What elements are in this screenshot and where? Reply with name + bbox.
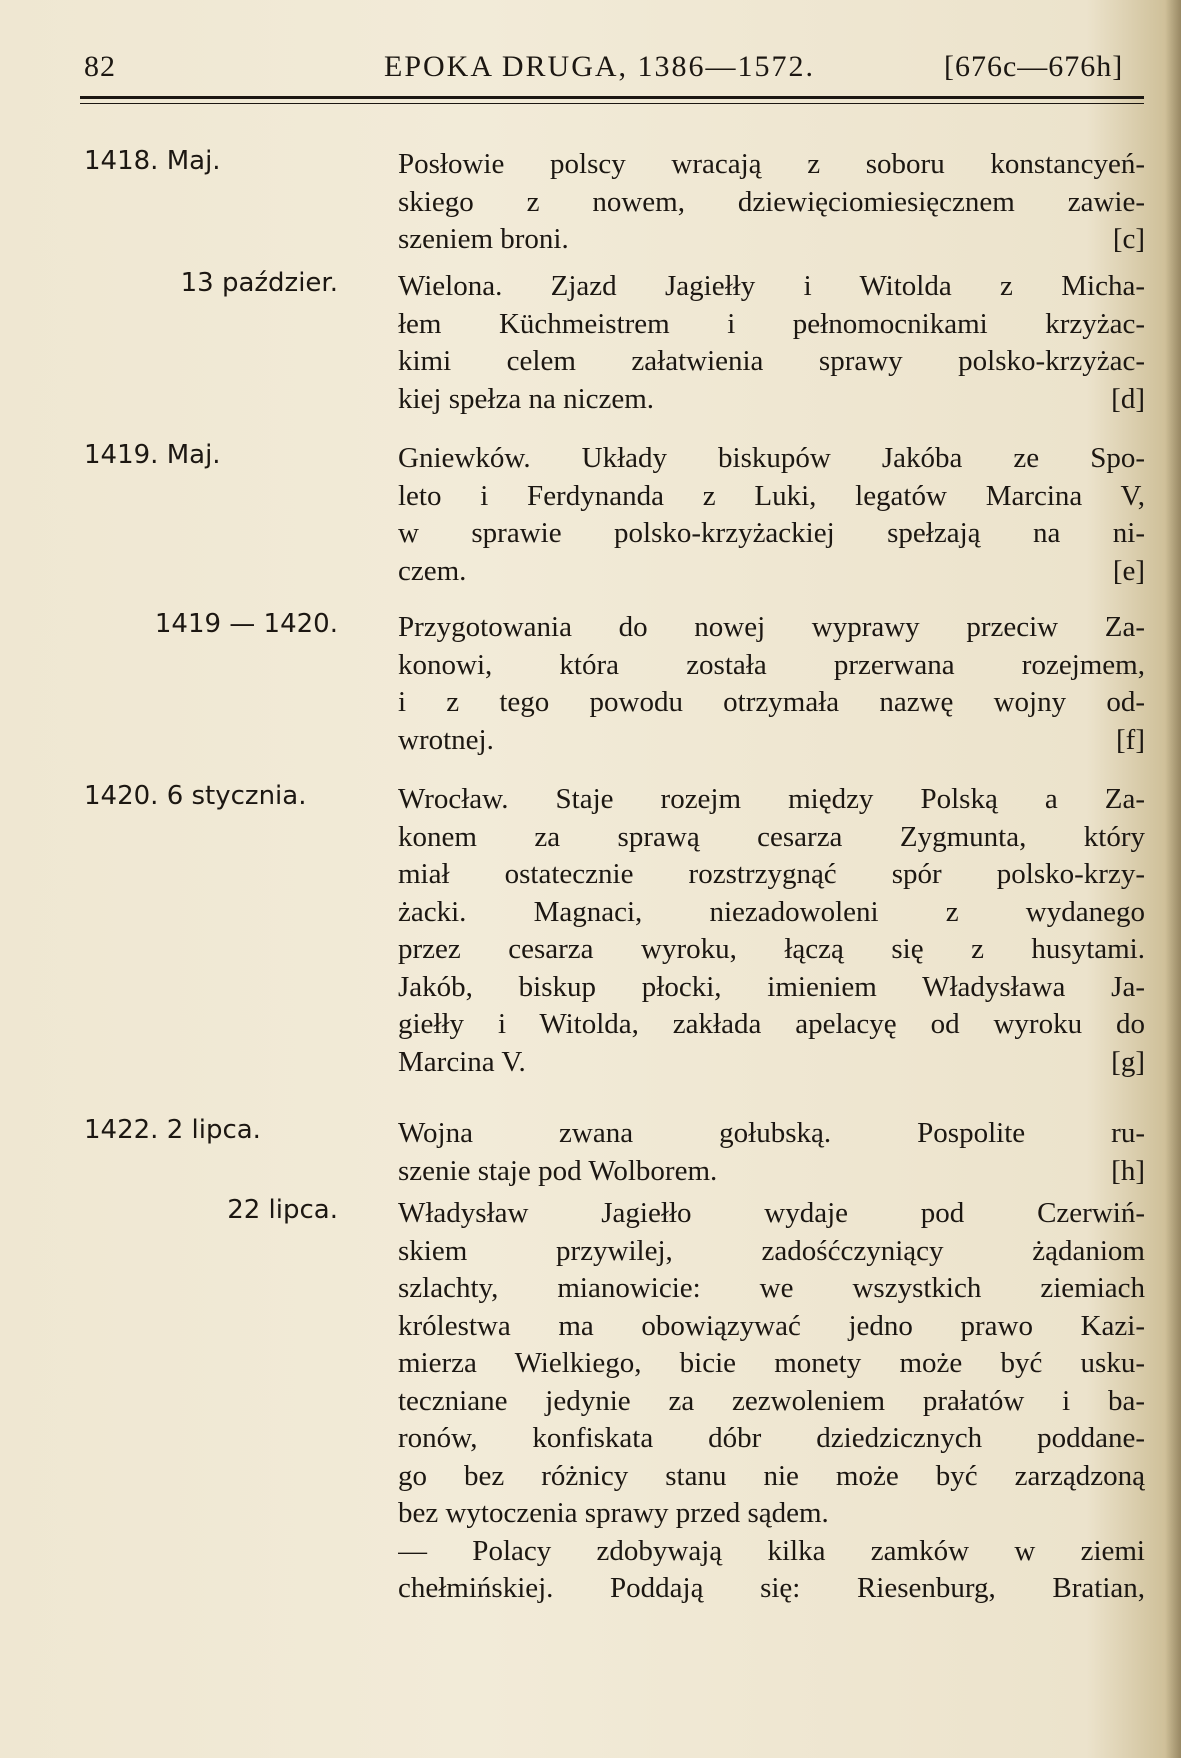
text-line: miał ostatecznie rozstrzygnąć spór polsko-krzy- xyxy=(398,858,1145,890)
text-line-content: kiej spełza na niczem. xyxy=(398,382,655,415)
reference-mark: [f] xyxy=(1116,723,1145,756)
text-line: Wojna zwana gołubską. Pospolite ru- xyxy=(398,1117,1145,1149)
entry-date: 1419. Maj. xyxy=(84,440,221,470)
entry-text xyxy=(398,1195,1145,1608)
text-line: łem Küchmeistrem i pełnomocnikami krzyżac- xyxy=(398,307,1145,340)
text-line: skiego z nowem, dziewięciomiesięcznem zawie- xyxy=(398,185,1145,218)
text-line: mierza Wielkiego, bicie monety może być usku- xyxy=(398,1347,1145,1379)
entry-text xyxy=(398,146,1145,259)
page-number: 82 xyxy=(84,50,116,83)
text-line: Posłowie polscy wracają z soboru konstancyeń- xyxy=(398,148,1145,180)
text-line: żacki. Magnaci, niezadowoleni z wydanego xyxy=(398,895,1145,928)
reference-mark: [c] xyxy=(1112,223,1145,255)
text-line: i z tego powodu otrzymała nazwę wojny od- xyxy=(398,686,1145,718)
header-rule-thin xyxy=(80,103,1144,104)
text-line-content: wrotnej. xyxy=(398,723,494,756)
text-line: królestwa ma obowiązywać jedno prawo Kazi- xyxy=(398,1309,1145,1342)
text-line: — Polacy zdobywają kilka zamków w ziemi xyxy=(398,1534,1145,1567)
text-line: ronów, konfiskata dóbr dziedzicznych poddane- xyxy=(398,1422,1145,1454)
text-line: szlachty, mianowicie: we wszystkich ziemiach xyxy=(398,1272,1145,1304)
text-line: go bez różnicy stanu nie może być zarządzoną xyxy=(398,1459,1145,1492)
entry-date: 1422. 2 lipca. xyxy=(84,1115,261,1145)
text-line: Przygotowania do nowej wyprawy przeciw Za- xyxy=(398,611,1145,643)
entry-text xyxy=(398,1115,1145,1190)
entry-date: 1420. 6 stycznia. xyxy=(84,781,307,811)
entry-text xyxy=(398,268,1145,418)
entry-date: 13 paździer. xyxy=(180,268,338,298)
reference-mark: [h] xyxy=(1111,1154,1145,1187)
text-line: konem za sprawą cesarza Zygmunta, który xyxy=(398,820,1145,853)
text-line: kimi celem załatwienia sprawy polsko-krzyżac- xyxy=(398,345,1145,377)
text-line-content: szeniem broni. xyxy=(398,223,569,255)
text-line: giełły i Witolda, zakłada apelacyę od wyroku do xyxy=(398,1008,1145,1040)
text-line: konowi, która została przerwana rozejmem, xyxy=(398,648,1145,681)
entry-text xyxy=(398,781,1145,1081)
entry-text xyxy=(398,609,1145,759)
text-line xyxy=(398,1153,1145,1191)
text-line-content: czem. xyxy=(398,554,467,587)
text-line: skiem przywilej, zadośćczyniący żądaniom xyxy=(398,1234,1145,1267)
reference-mark: [d] xyxy=(1111,382,1145,415)
text-line: Jakób, biskup płocki, imieniem Władysława Ja- xyxy=(398,970,1145,1003)
text-line: leto i Ferdynanda z Luki, legatów Marcina V, xyxy=(398,479,1145,512)
entry-text xyxy=(398,440,1145,590)
text-line xyxy=(398,1044,1145,1082)
text-line-content: Marcina V. xyxy=(398,1045,526,1078)
text-line xyxy=(398,221,1145,259)
text-line xyxy=(398,381,1145,419)
entry-date: 22 lipca. xyxy=(227,1195,338,1225)
header-rule xyxy=(80,96,1144,99)
page-header xyxy=(84,50,1144,100)
section-range: [676c—676h] xyxy=(944,50,1124,83)
text-line xyxy=(398,553,1145,591)
text-line: Wielona. Zjazd Jagiełły i Witolda z Micha- xyxy=(398,270,1145,302)
text-line xyxy=(398,722,1145,760)
entry-date: 1418. Maj. xyxy=(84,146,221,176)
entry-date: 1419 — 1420. xyxy=(154,609,338,639)
text-line: Władysław Jagiełło wydaje pod Czerwiń- xyxy=(398,1197,1145,1229)
text-line: w sprawie polsko-krzyżackiej spełzają na ni- xyxy=(398,517,1145,549)
text-line: bez wytoczenia sprawy przed sądem. xyxy=(398,1497,829,1529)
text-line: teczniane jedynie za zezwoleniem prałatów i ba- xyxy=(398,1384,1145,1417)
text-line: przez cesarza wyroku, łączą się z husytami. xyxy=(398,933,1145,965)
text-line: Wrocław. Staje rozejm między Polską a Za- xyxy=(398,783,1145,815)
text-line-content: szenie staje pod Wolborem. xyxy=(398,1154,718,1187)
page-edge-shadow xyxy=(1165,0,1181,1758)
reference-mark: [g] xyxy=(1111,1045,1145,1078)
text-line: chełmińskiej. Poddają się: Riesenburg, Bratian, xyxy=(398,1572,1145,1604)
reference-mark: [e] xyxy=(1112,554,1145,587)
running-title: EPOKA DRUGA, 1386—1572. xyxy=(384,50,816,83)
text-line: Gniewków. Układy biskupów Jakóba ze Spo- xyxy=(398,442,1145,474)
